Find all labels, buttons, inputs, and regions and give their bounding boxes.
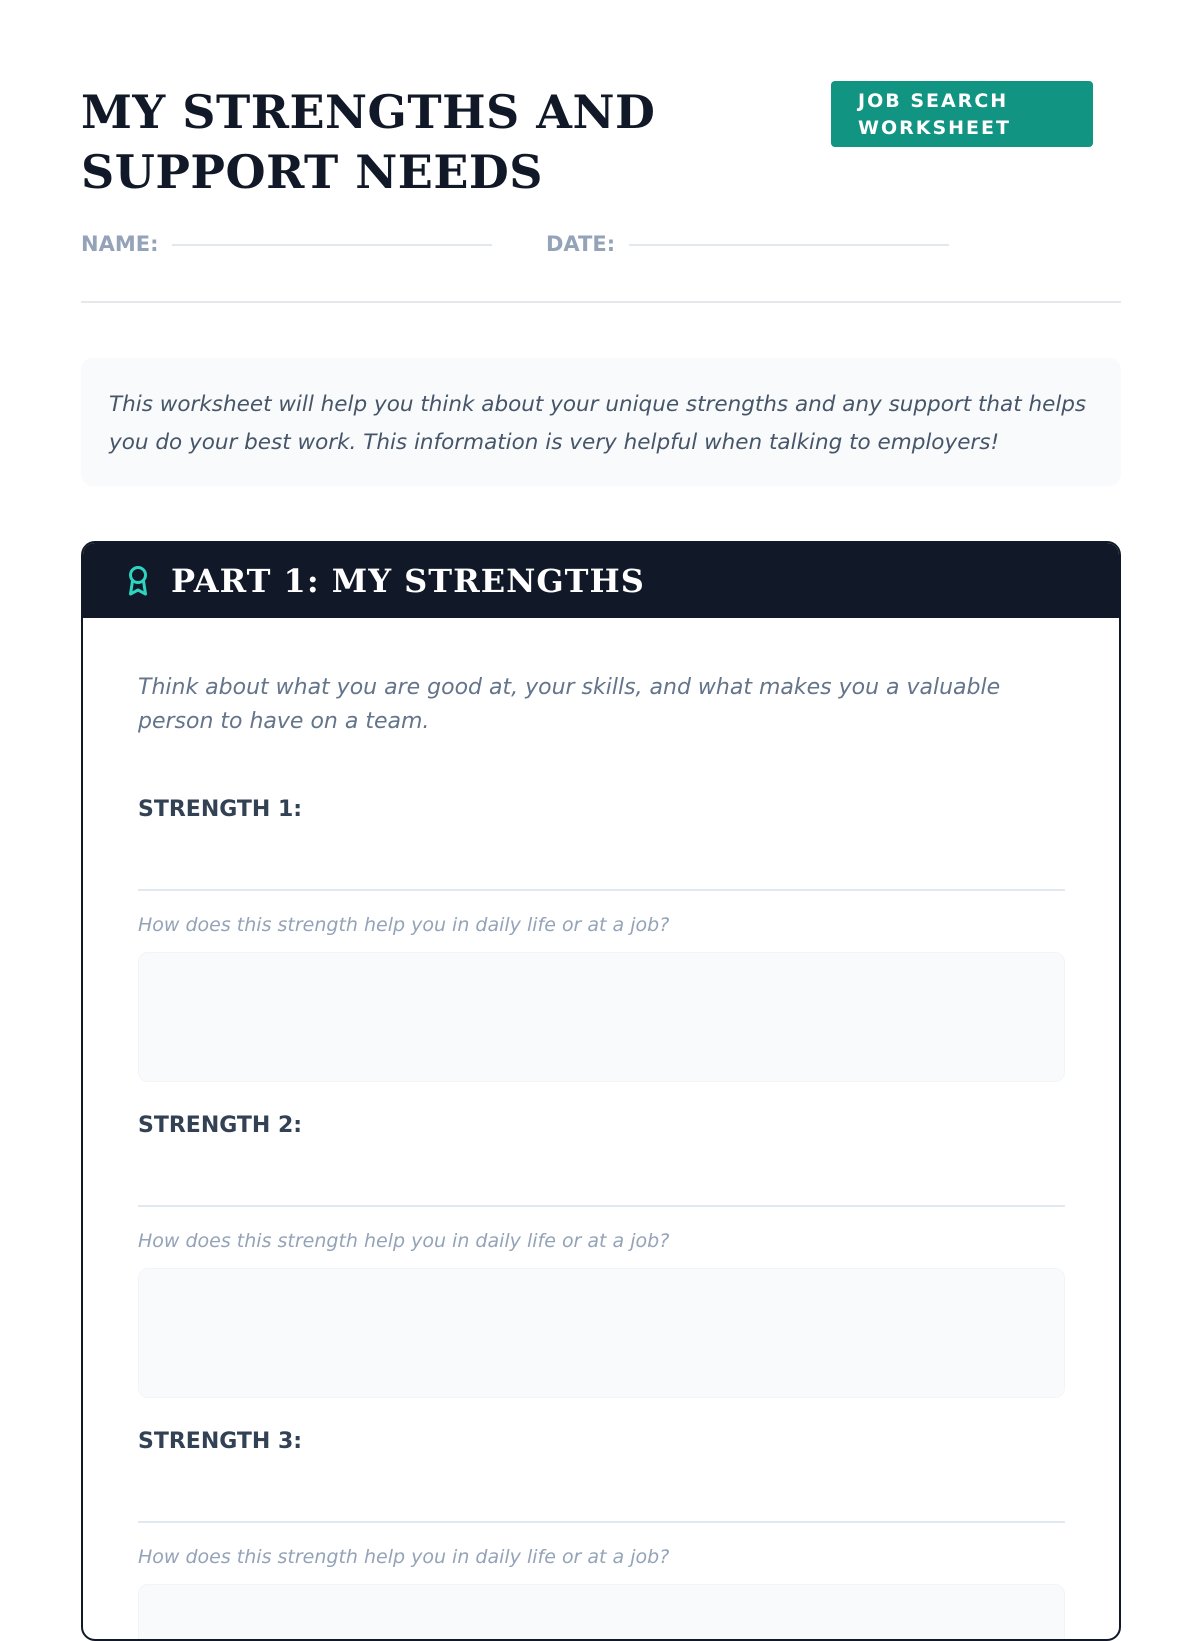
intro-box: This worksheet will help you think about your unique strengths and any support that helps you do your best work. This information is very helpful when talking to employers! [81, 358, 1121, 486]
strength-2-question: How does this strength help you in daily life or at a job? [138, 1230, 670, 1252]
award-icon [125, 565, 151, 597]
strength-1-label: STRENGTH 1: [138, 797, 303, 822]
strength-2-answer-line[interactable] [138, 1205, 1065, 1207]
strength-2-answer-box[interactable] [138, 1268, 1065, 1398]
strength-1-answer-box[interactable] [138, 952, 1065, 1082]
strength-3 [138, 1427, 1065, 1641]
name-line[interactable] [172, 244, 492, 246]
name-label: NAME: [81, 232, 159, 256]
part-1-body [83, 618, 1119, 1641]
part-1-instructions: Think about what you are good at, your skills, and what makes you a valuable person to have on a team. [138, 675, 1001, 734]
part-1-title: PART 1: MY STRENGTHS [171, 561, 645, 600]
page-title: MY STRENGTHS AND SUPPORT NEEDS [81, 85, 656, 199]
strength-1-answer-line[interactable] [138, 889, 1065, 891]
badge-line-1: JOB SEARCH [858, 90, 1009, 112]
strength-3-question: How does this strength help you in daily life or at a job? [138, 1546, 670, 1568]
strength-1 [138, 795, 1065, 1082]
badge-line-2: WORKSHEET [858, 117, 1011, 139]
name-field [81, 228, 492, 260]
strength-3-answer-box[interactable] [138, 1584, 1065, 1641]
strength-1-question: How does this strength help you in daily life or at a job? [138, 914, 670, 936]
header-divider [81, 301, 1121, 303]
part-1-card [81, 541, 1121, 1641]
date-line[interactable] [629, 244, 949, 246]
date-field [546, 228, 949, 260]
part-1-header [83, 543, 1119, 618]
strength-2-label: STRENGTH 2: [138, 1113, 303, 1138]
strength-3-answer-line[interactable] [138, 1521, 1065, 1523]
date-label: DATE: [546, 232, 616, 256]
strength-2 [138, 1111, 1065, 1398]
worksheet-page [81, 0, 1121, 1600]
worksheet-badge [831, 81, 1093, 147]
strength-3-label: STRENGTH 3: [138, 1429, 303, 1454]
